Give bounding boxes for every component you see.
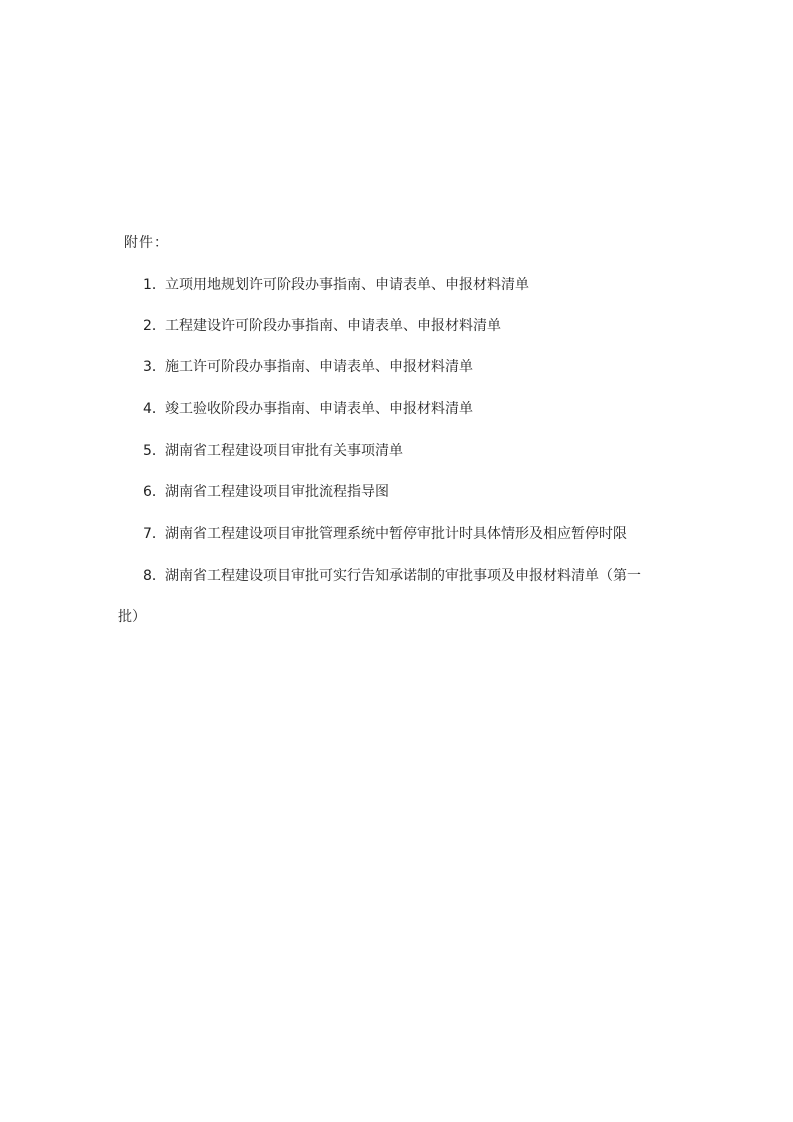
item-text: 立项用地规划许可阶段办事指南、申请表单、申报材料清单 — [165, 277, 529, 293]
item-number: 6． — [143, 484, 166, 500]
item-number: 3． — [143, 359, 166, 375]
item-number: 8． — [143, 568, 166, 584]
item-text: 湖南省工程建设项目审批有关事项清单 — [165, 443, 403, 459]
attachment-item-8 — [143, 566, 641, 586]
item-number: 7． — [143, 526, 166, 542]
attachment-item-3 — [143, 357, 473, 377]
item-number: 5． — [143, 443, 166, 459]
item-number: 2． — [143, 318, 166, 334]
item-text: 竣工验收阶段办事指南、申请表单、申报材料清单 — [165, 401, 473, 417]
attachment-item-5 — [143, 441, 403, 461]
item-text: 工程建设许可阶段办事指南、申请表单、申报材料清单 — [165, 318, 501, 334]
attachment-item-6 — [143, 482, 389, 502]
attachment-item-1 — [143, 275, 529, 295]
item-text: 施工许可阶段办事指南、申请表单、申报材料清单 — [165, 359, 473, 375]
attachment-item-2 — [143, 316, 501, 336]
item-number: 1． — [143, 277, 166, 293]
item-text: 湖南省工程建设项目审批流程指导图 — [165, 484, 389, 500]
attachment-item-7 — [143, 524, 627, 544]
item-text: 湖南省工程建设项目审批管理系统中暂停审批计时具体情形及相应暂停时限 — [165, 526, 627, 542]
item-text: 湖南省工程建设项目审批可实行告知承诺制的审批事项及申报材料清单（第一 — [165, 568, 641, 584]
attachment-item-8-continuation: 批） — [118, 609, 146, 625]
item-number: 4． — [143, 401, 166, 417]
attachment-item-4 — [143, 399, 473, 419]
attachment-heading: 附件： — [124, 235, 169, 251]
